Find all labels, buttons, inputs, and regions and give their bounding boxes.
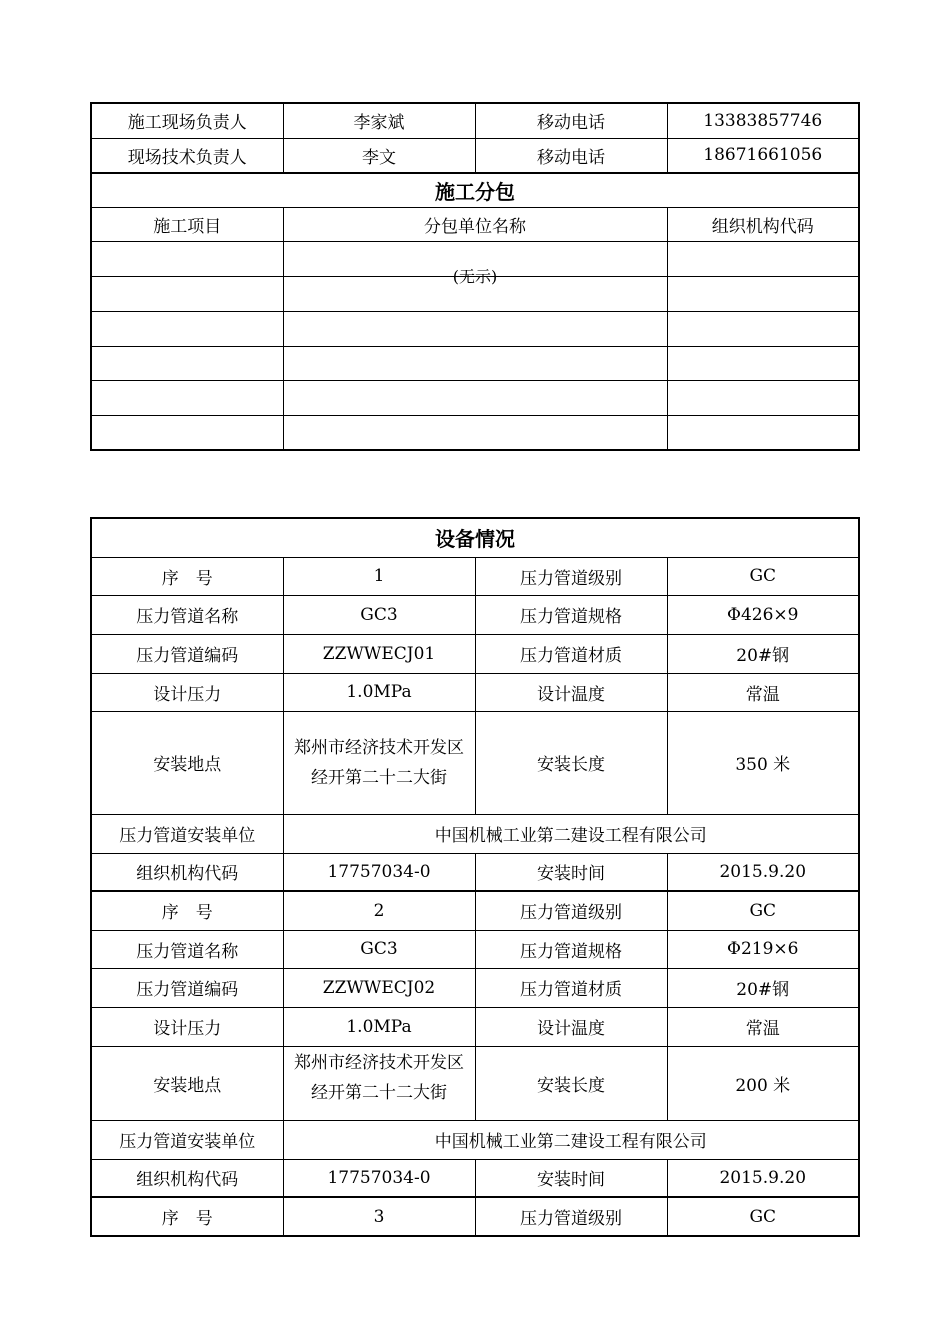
- empty-cell: [667, 346, 859, 380]
- length-value: 200 米: [667, 1046, 859, 1120]
- org-value: 17757034-0: [283, 853, 475, 891]
- grade-value: GC: [667, 557, 859, 595]
- column-header: 组织机构代码: [667, 207, 859, 241]
- equipment-title: 设备情况: [91, 518, 859, 557]
- length-value: 350 米: [667, 711, 859, 814]
- table-row: [91, 853, 859, 891]
- column-header: 施工项目: [91, 207, 283, 241]
- table-row: [91, 968, 859, 1007]
- table-row: [91, 595, 859, 634]
- location-value: [283, 1046, 475, 1120]
- spec-value: Φ219×6: [667, 930, 859, 968]
- name-label: 压力管道名称: [91, 595, 283, 634]
- empty-cell: [283, 311, 667, 346]
- placeholder-text: (无示): [452, 266, 498, 286]
- empty-cell: [91, 380, 283, 415]
- name-label: 压力管道名称: [91, 930, 283, 968]
- code-label: 压力管道编码: [91, 634, 283, 673]
- time-label: 安装时间: [475, 853, 667, 891]
- table-row: [91, 673, 859, 711]
- location-label: 安装地点: [91, 1046, 283, 1120]
- material-label: 压力管道材质: [475, 968, 667, 1007]
- grade-label: 压力管道级别: [475, 891, 667, 930]
- material-value: 20#钢: [667, 968, 859, 1007]
- pressure-label: 设计压力: [91, 673, 283, 711]
- table-row: [91, 311, 859, 346]
- code-value: ZZWWECJ01: [283, 634, 475, 673]
- empty-cell: [91, 276, 283, 311]
- location-label: 安装地点: [91, 711, 283, 814]
- grade-value: GC: [667, 891, 859, 930]
- column-header-row: [91, 207, 859, 241]
- temp-label: 设计温度: [475, 1007, 667, 1046]
- seq-label: 序 号: [91, 891, 283, 930]
- spec-label: 压力管道规格: [475, 595, 667, 634]
- empty-cell: [283, 346, 667, 380]
- empty-cell: [91, 346, 283, 380]
- empty-cell: [667, 241, 859, 276]
- table-row: [91, 930, 859, 968]
- empty-cell: [283, 415, 667, 450]
- table-row: [91, 1159, 859, 1197]
- empty-cell: [667, 380, 859, 415]
- site-manager-phone: 13383857746: [667, 103, 859, 138]
- table-row: [91, 891, 859, 930]
- pressure-value: 1.0MPa: [283, 1007, 475, 1046]
- material-label: 压力管道材质: [475, 634, 667, 673]
- name-value: GC3: [283, 930, 475, 968]
- empty-cell: [667, 415, 859, 450]
- grade-value: GC: [667, 1197, 859, 1236]
- site-manager-label: 施工现场负责人: [91, 103, 283, 138]
- column-header: 分包单位名称: [283, 207, 667, 241]
- tech-manager-label: 现场技术负责人: [91, 138, 283, 173]
- installer-label: 压力管道安装单位: [91, 814, 283, 853]
- pressure-label: 设计压力: [91, 1007, 283, 1046]
- seq-value: 2: [283, 891, 475, 930]
- location-text: 郑州市经济技术开发区经开第二十二大街: [294, 1053, 464, 1103]
- table-row: [91, 380, 859, 415]
- temp-value: 常温: [667, 1007, 859, 1046]
- installer-value: 中国机械工业第二建设工程有限公司: [283, 1120, 859, 1159]
- grade-label: 压力管道级别: [475, 1197, 667, 1236]
- subcontract-title: 施工分包: [91, 173, 859, 207]
- table-row: [91, 346, 859, 380]
- contact-subcontract-table: [90, 102, 860, 451]
- empty-cell: [283, 380, 667, 415]
- table-row: [91, 103, 859, 138]
- table-row: [91, 814, 859, 853]
- installer-value: 中国机械工业第二建设工程有限公司: [283, 814, 859, 853]
- empty-cell: [667, 276, 859, 311]
- equipment-table: [90, 517, 860, 1237]
- temp-value: 常温: [667, 673, 859, 711]
- seq-label: 序 号: [91, 1197, 283, 1236]
- table-row: [91, 241, 859, 276]
- material-value: 20#钢: [667, 634, 859, 673]
- time-value: 2015.9.20: [667, 1159, 859, 1197]
- site-manager-name: 李家斌: [283, 103, 475, 138]
- installer-label: 压力管道安装单位: [91, 1120, 283, 1159]
- seq-value: 1: [283, 557, 475, 595]
- length-label: 安装长度: [475, 711, 667, 814]
- table-row: [91, 1007, 859, 1046]
- tech-manager-name: 李文: [283, 138, 475, 173]
- spec-value: Φ426×9: [667, 595, 859, 634]
- temp-label: 设计温度: [475, 673, 667, 711]
- table-row: [91, 1197, 859, 1236]
- spec-label: 压力管道规格: [475, 930, 667, 968]
- section-header-row: [91, 173, 859, 207]
- table-row: [91, 557, 859, 595]
- table-row: [91, 634, 859, 673]
- org-value: 17757034-0: [283, 1159, 475, 1197]
- location-text: 郑州市经济技术开发区经开第二十二大街: [294, 737, 464, 788]
- table-row: [91, 1120, 859, 1159]
- section-header-row: [91, 518, 859, 557]
- seq-value: 3: [283, 1197, 475, 1236]
- seq-label: 序 号: [91, 557, 283, 595]
- table-row: [91, 138, 859, 173]
- table-row: [91, 711, 859, 814]
- code-label: 压力管道编码: [91, 968, 283, 1007]
- name-value: GC3: [283, 595, 475, 634]
- table-row: [91, 415, 859, 450]
- code-value: ZZWWECJ02: [283, 968, 475, 1007]
- empty-cell: [91, 415, 283, 450]
- phone-label: 移动电话: [475, 138, 667, 173]
- tech-manager-phone: 18671661056: [667, 138, 859, 173]
- location-value: [283, 711, 475, 814]
- empty-cell: [667, 311, 859, 346]
- time-value: 2015.9.20: [667, 853, 859, 891]
- table-row: [91, 1046, 859, 1120]
- empty-cell: [91, 311, 283, 346]
- phone-label: 移动电话: [475, 103, 667, 138]
- length-label: 安装长度: [475, 1046, 667, 1120]
- pressure-value: 1.0MPa: [283, 673, 475, 711]
- placeholder-cell: [283, 241, 667, 286]
- org-label: 组织机构代码: [91, 853, 283, 891]
- time-label: 安装时间: [475, 1159, 667, 1197]
- grade-label: 压力管道级别: [475, 557, 667, 595]
- org-label: 组织机构代码: [91, 1159, 283, 1197]
- empty-cell: [91, 241, 283, 276]
